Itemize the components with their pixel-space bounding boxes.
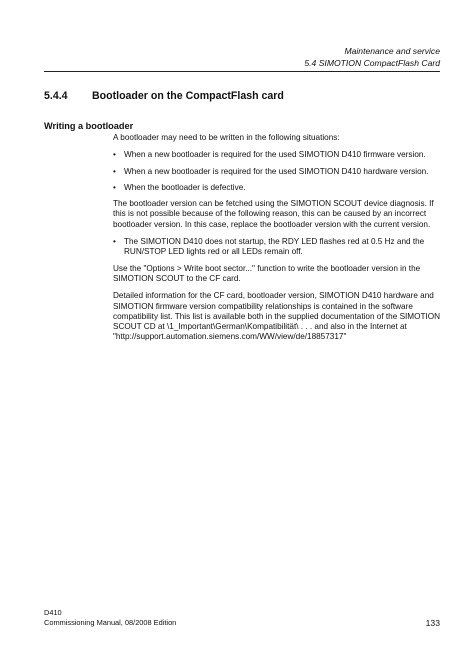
- footer-product: D410: [44, 608, 62, 617]
- header-chapter: Maintenance and service: [344, 46, 440, 56]
- list-item: [113, 167, 443, 177]
- list-item-text: When a new bootloader is required for the used SIMOTION D410 hardware version.: [124, 166, 429, 176]
- header-section: 5.4 SIMOTION CompactFlash Card: [304, 58, 440, 68]
- list-item-text: The SIMOTION D410 does not startup, the RDY LED flashes red at 0.5 Hz and the RUN/STOP LED lights red or all LEDs remain off.: [124, 237, 425, 257]
- detail-paragraph: Detailed information for the CF card, bootloader version, SIMOTION D410 hardware and SIMOTION firmware version compatibility relationships is contained in the software compatibility list. This list is available both in the supplied documentation of the SIMOTION SCOUT CD at \1_Important\German\Kompatibilität\ . . . and also in the Internet at "http://support.automation.siemens.com/WW/view/de/18857317": [113, 291, 441, 342]
- intro-paragraph: A bootloader may need to be written in the following situations:: [113, 133, 340, 142]
- bullet-icon: •: [113, 150, 116, 160]
- list-item: [113, 183, 443, 193]
- subsection-title: Writing a bootloader: [44, 121, 134, 131]
- list-item: [113, 237, 443, 258]
- footer-manual: Commissioning Manual, 08/2008 Edition: [44, 618, 177, 627]
- list-item-text: When the bootloader is defective.: [124, 182, 246, 192]
- section-heading: [44, 90, 284, 102]
- function-paragraph: Use the "Options > Write boot sector..." function to write the bootloader version in the SIMOTION SCOUT to the CF card.: [113, 263, 421, 283]
- version-paragraph: The bootloader version can be fetched using the SIMOTION SCOUT device diagnosis. If this is not possible because of the following reason, this can be caused by an incorrect bootloader version. In this case, replace the bootloader version with the current version.: [113, 199, 434, 229]
- body-text: [113, 133, 443, 350]
- situations-list: [113, 150, 443, 193]
- list-item: [113, 150, 443, 160]
- reasons-list: [113, 237, 443, 258]
- list-item-text: When a new bootloader is required for the used SIMOTION D410 firmware version.: [124, 150, 426, 160]
- page-number: 133: [425, 618, 440, 628]
- section-number: 5.4.4: [44, 90, 68, 102]
- bullet-icon: •: [113, 166, 116, 176]
- section-title: Bootloader on the CompactFlash card: [92, 90, 284, 102]
- bullet-icon: •: [113, 182, 116, 192]
- bullet-icon: •: [113, 237, 116, 247]
- header-divider: [44, 71, 440, 72]
